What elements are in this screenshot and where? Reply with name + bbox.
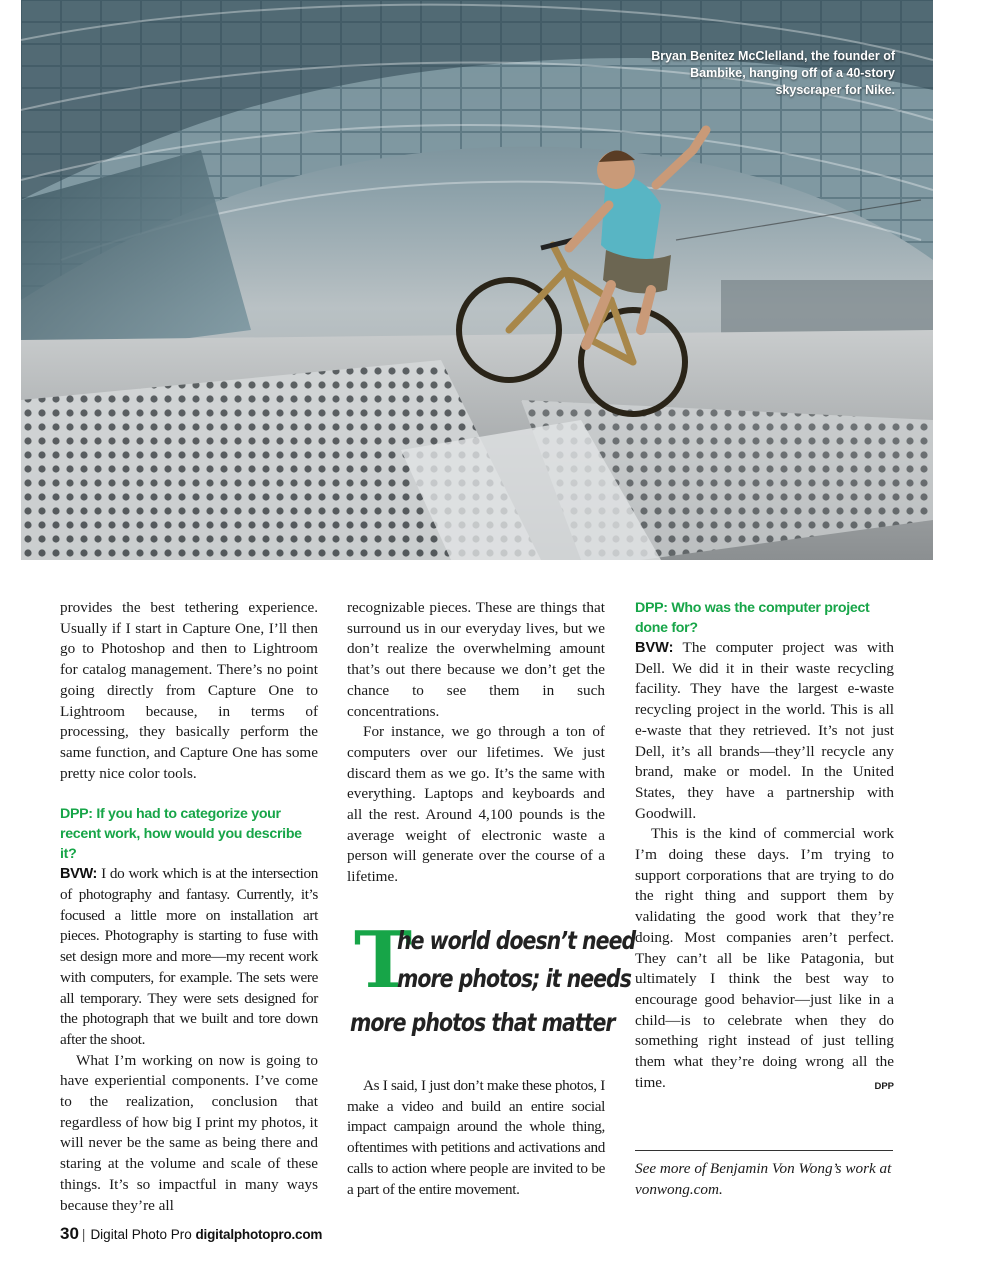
hero-photo (21, 0, 933, 560)
speaker-label: BVW: (60, 866, 97, 883)
page-number: 30 (60, 1224, 79, 1243)
end-mark: DPP (874, 1080, 894, 1092)
answer-text: I do work which is at the intersection of photography and fantasy. Currently, it’s focused a little more on installation art pieces. Photography is starting to fuse with set design more and more—my recent work with computers, for example. The sets were all temporary. They were sets designed for the photograph that we built and tore down after the shoot. (60, 865, 318, 1048)
column-2 (347, 598, 605, 888)
interview-answer (60, 864, 318, 1050)
interview-answer (635, 638, 894, 824)
column-3 (635, 598, 894, 1097)
paragraph: provides the best tethering experience. Usually if I start in Capture One, I’ll then go to Photoshop and then to Lightroom for catalog management. There’s no point going directly from Capture One to Lightroom because, in terms of processing, they basically perform the same function, and Capture One has some pretty nice color tools. (60, 599, 318, 782)
divider (635, 1150, 893, 1151)
footer-separator: | (81, 1227, 86, 1242)
interview-question: DPP: If you had to categorize your recent work, how would you describe it? (60, 806, 302, 863)
credit-line: See more of Benjamin Von Wong’s work at vonwong.com. (635, 1160, 892, 1198)
pull-quote-line: more photos; it needs (397, 964, 631, 993)
interview-question: DPP: Who was the computer project done for? (635, 600, 870, 636)
column-2-continued (347, 1076, 605, 1200)
answer-text: The computer project was with Dell. We did it in their waste recycling facility. They have the largest e-waste recycling project in the world. This is all e-waste that they retrieved. It’s not just Dell, it’s all brands—they’ll recycle any brand, make or model. In the United States, they have a partnership with Goodwill. (635, 639, 894, 822)
paragraph: For instance, we go through a ton of computers over our lifetimes. We just discard them as we go. It’s the same with everything. Laptops and keyboards and all the rest. Around 4,100 pounds is the average weight of electronic waste a person will generate over the course of a lifetime. (347, 723, 605, 886)
website-link[interactable]: digitalphotopro.com (195, 1227, 323, 1242)
paragraph-text: This is the kind of commercial work I’m doing these days. I’m trying to support corporations that are trying to do the right thing and support them by validating the good work that they’re doing. Most companies aren’t perfect. They can’t all be like Patagonia, but ultimately I think the best way to encourage good behavior—just like in a child—is to celebrate when they do something right instead of just telling them what they’re doing wrong all the time. (635, 825, 894, 1091)
paragraph: What I’m working on now is going to have experiential components. I’ve come to the realization, conclusion that regardless of how big I print my photos, it will never be the same as being there and staring at the volume and scale of these things. It’s so impactful in many ways because they’re all (60, 1051, 318, 1214)
pull-quote (350, 915, 636, 1048)
page-footer (60, 1224, 322, 1244)
speaker-label: BVW: (635, 640, 674, 656)
paragraph: recognizable pieces. These are things that surround us in our everyday lives, but we don’t realize the overwhelming amount that’s out there because we don’t get the chance to see them in such concentrations. (347, 599, 605, 720)
pull-quote-line: he world doesn’t need (397, 926, 636, 955)
paragraph (635, 824, 894, 1093)
paragraph: As I said, I just don’t make these photos, I make a video and build an entire social impact campaign around the whole thing, oftentimes with petitions and activations and calls to action where people are invited to be a part of the entire movement. (347, 1077, 605, 1198)
magazine-name: Digital Photo Pro (90, 1227, 192, 1242)
drop-cap: T (354, 915, 413, 1006)
pull-quote-line: more photos that matter (350, 1008, 615, 1037)
column-1 (60, 598, 318, 1216)
photo-caption: Bryan Benitez McClelland, the founder of Bambike, hanging off of a 40-story skyscraper for Nike. (651, 49, 895, 97)
